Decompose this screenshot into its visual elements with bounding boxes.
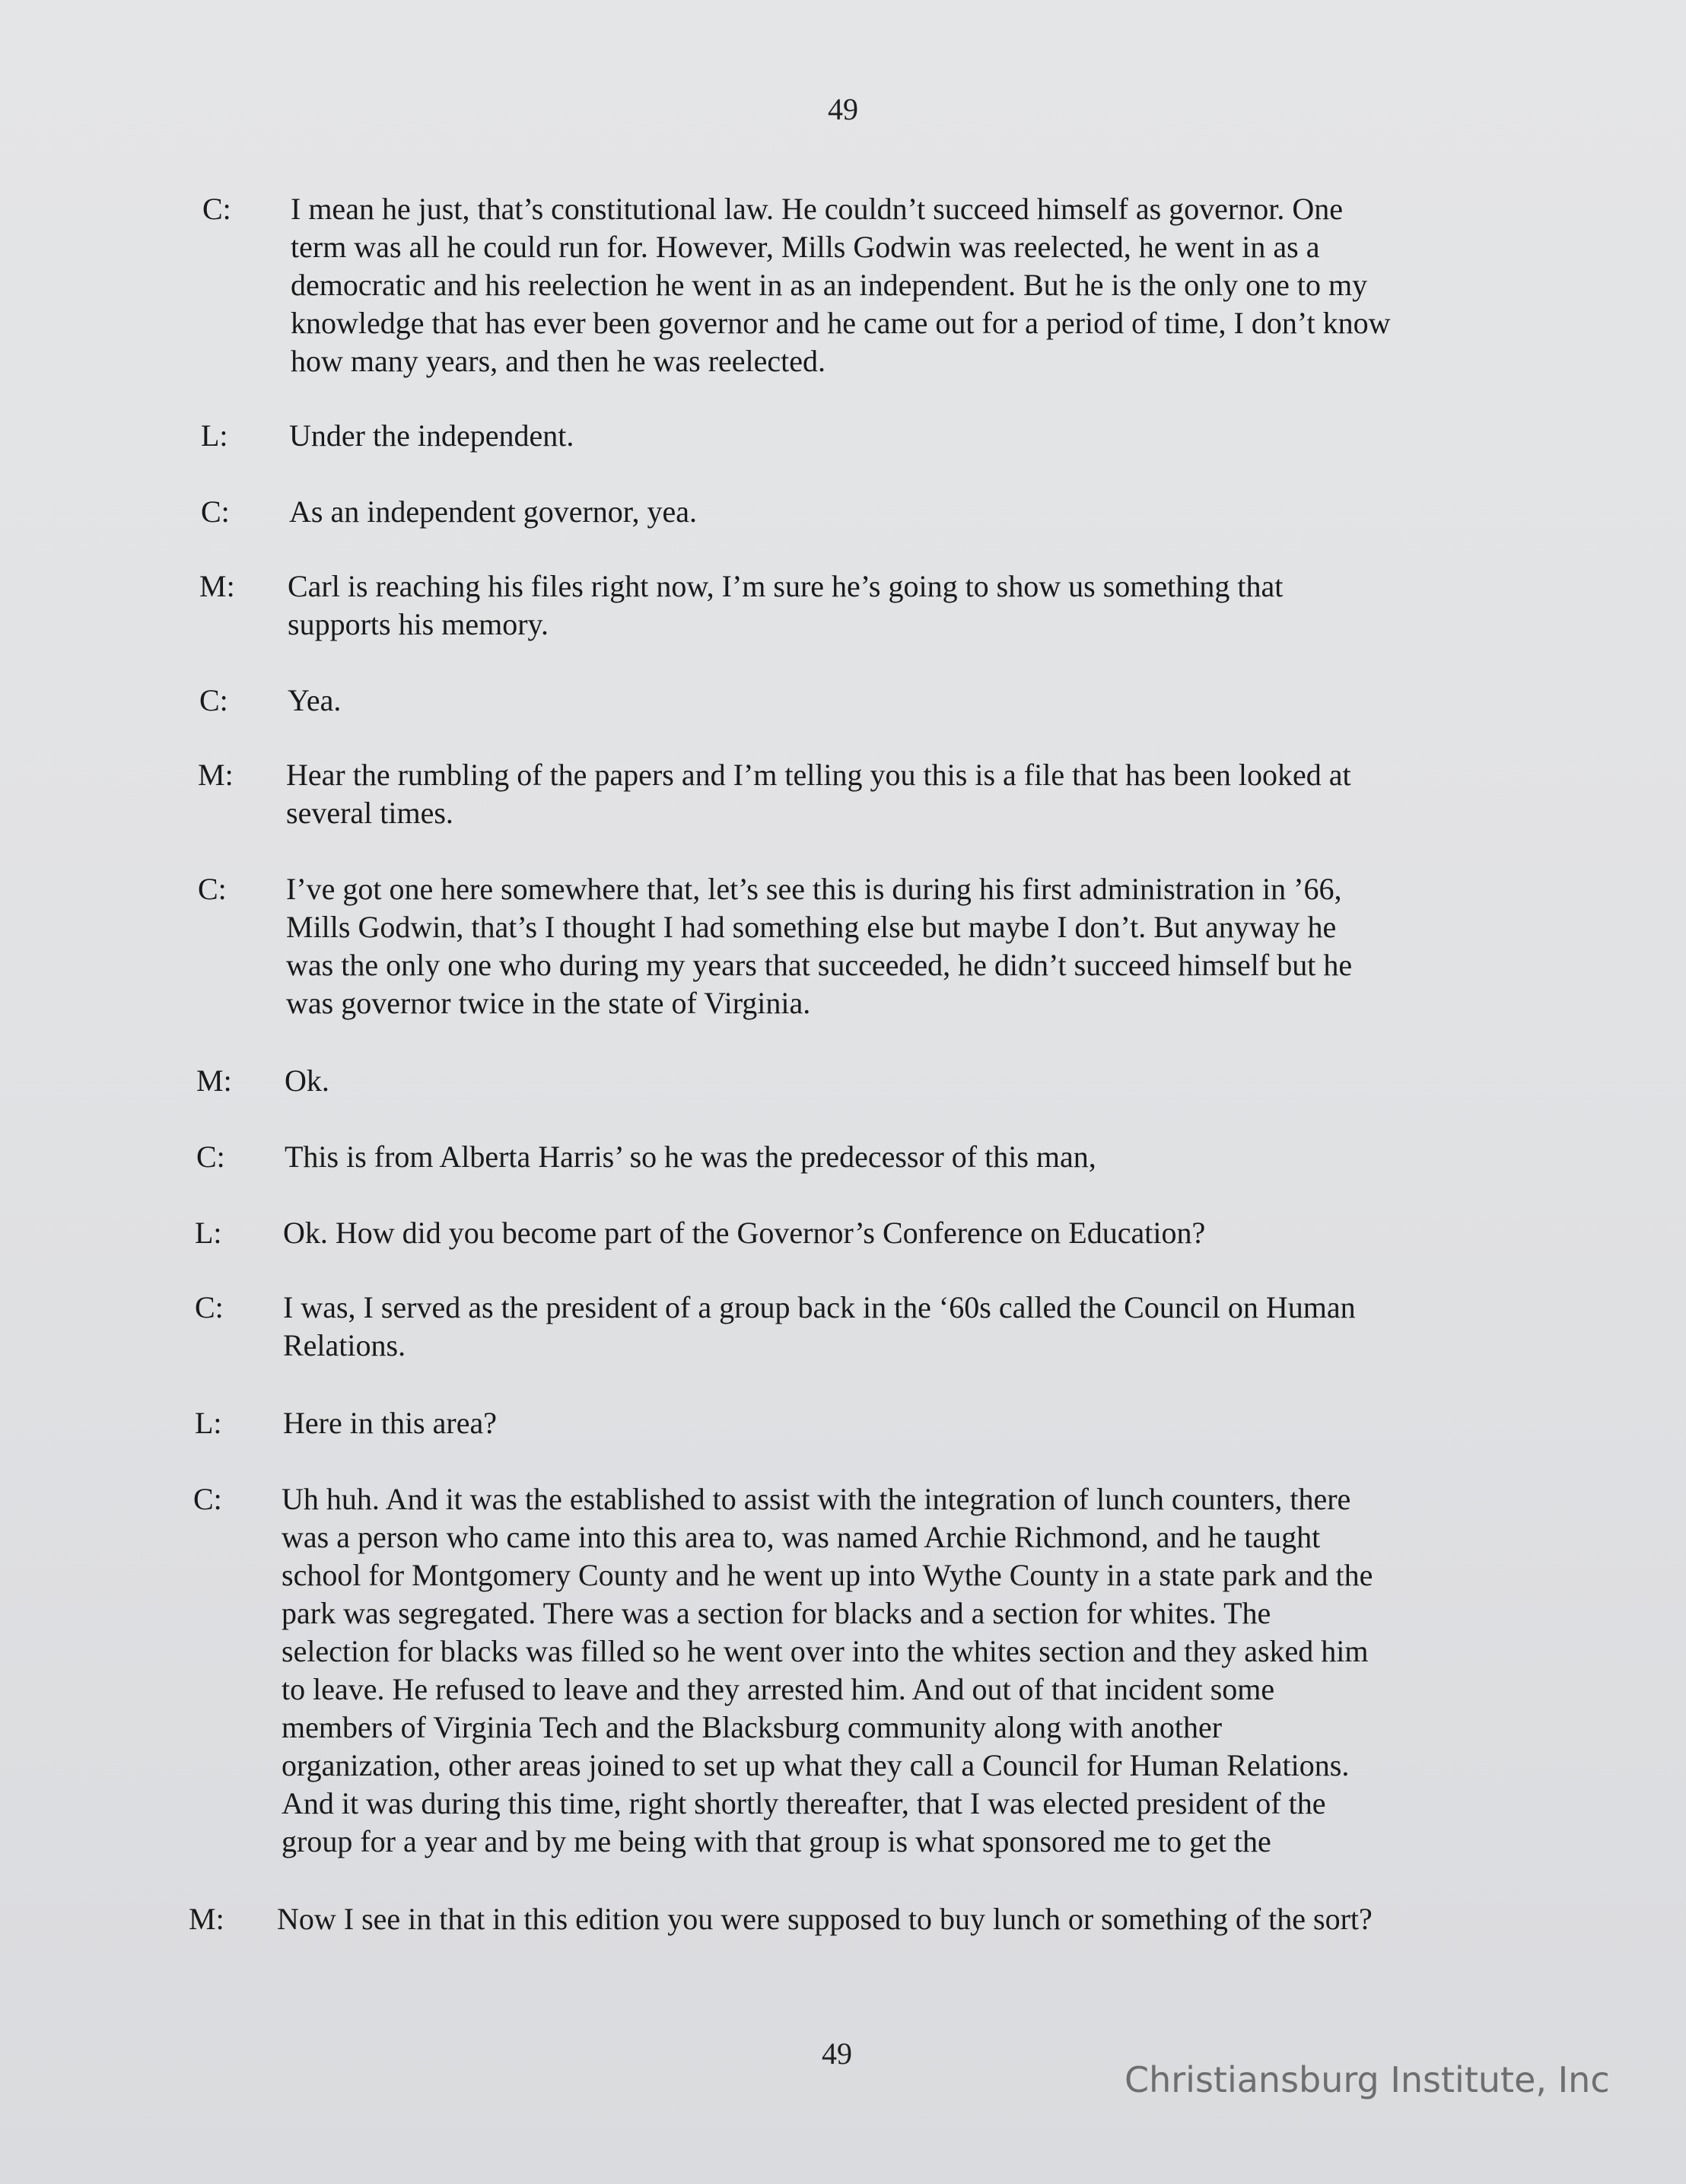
entry-text: Hear the rumbling of the papers and I’m telling you this is a file that has been looked at several times. bbox=[286, 758, 1351, 830]
page-number-top: 49 bbox=[828, 92, 858, 126]
speaker-label: C: bbox=[201, 494, 230, 529]
watermark: Christiansburg Institute, Inc bbox=[1125, 2059, 1610, 2100]
entry-text: I was, I served as the president of a group back in the ‘60s called the Council on Human Relations. bbox=[283, 1290, 1356, 1362]
entry-text: Yea. bbox=[288, 683, 342, 717]
entry-text: Here in this area? bbox=[283, 1406, 497, 1440]
speaker-label: C: bbox=[202, 192, 231, 226]
speaker-label: M: bbox=[189, 1902, 224, 1936]
entry-text: Carl is reaching his files right now, I’m sure he’s going to show us something that supports his memory. bbox=[288, 569, 1284, 641]
speaker-label: L: bbox=[195, 1406, 222, 1440]
entry-text: This is from Alberta Harris’ so he was the predecessor of this man, bbox=[285, 1140, 1096, 1174]
speaker-label: M: bbox=[198, 758, 234, 792]
page-number-bottom: 49 bbox=[822, 2036, 852, 2071]
speaker-label: C: bbox=[193, 1482, 222, 1516]
entry-text: Uh huh. And it was the established to assist with the integration of lunch counters, there was a person who came into this area to, was named Archie Richmond, and he taught school for Montgomery County and he went up into Wythe County in a state park and the park was segregated. There was a section for blacks and a section for whites. The selection for blacks was filled so he went over into the whites section and they asked him to leave. He refused to leave and they arrested him. And out of that incident some members of Virginia Tech and the Blacksburg community along with another organization, other areas joined to set up what they call a Council for Human Relations. And it was during this time, right shortly thereafter, that I was elected president of the group for a year and by me being with that group is what sponsored me to get the bbox=[282, 1482, 1373, 1858]
entry-text: Ok. How did you become part of the Governor’s Conference on Education? bbox=[283, 1216, 1206, 1250]
speaker-label: L: bbox=[201, 418, 228, 453]
entry-text: Ok. bbox=[285, 1063, 329, 1098]
speaker-label: L: bbox=[195, 1216, 222, 1250]
entry-text: Now I see in that in this edition you were supposed to buy lunch or something of the sort? bbox=[277, 1902, 1373, 1936]
entry-text: I mean he just, that’s constitutional law. He couldn’t succeed himself as governor. One term was all he could run for. However, Mills Godwin was reelected, he went in as a democratic and his reelection he went in as an independent. But he is the only one to my knowledge that has ever been governor and he came out for a period of time, I don’t know how many years, and then he was reelected. bbox=[291, 192, 1391, 378]
entry-text: As an independent governor, yea. bbox=[289, 494, 697, 529]
speaker-label: M: bbox=[196, 1063, 232, 1098]
entry-text: I’ve got one here somewhere that, let’s see this is during his first administration in ’66, Mills Godwin, that’s I thought I had something else but maybe I don’t. But anyway he was the only one who during my years that succeeded, he didn’t succeed himself but he was governor twice in the state of Virginia. bbox=[286, 872, 1353, 1020]
speaker-label: C: bbox=[199, 683, 228, 717]
speaker-label: M: bbox=[199, 569, 235, 603]
speaker-label: C: bbox=[195, 1290, 224, 1324]
speaker-label: C: bbox=[198, 872, 227, 906]
entry-text: Under the independent. bbox=[289, 418, 574, 453]
speaker-label: C: bbox=[196, 1140, 225, 1174]
